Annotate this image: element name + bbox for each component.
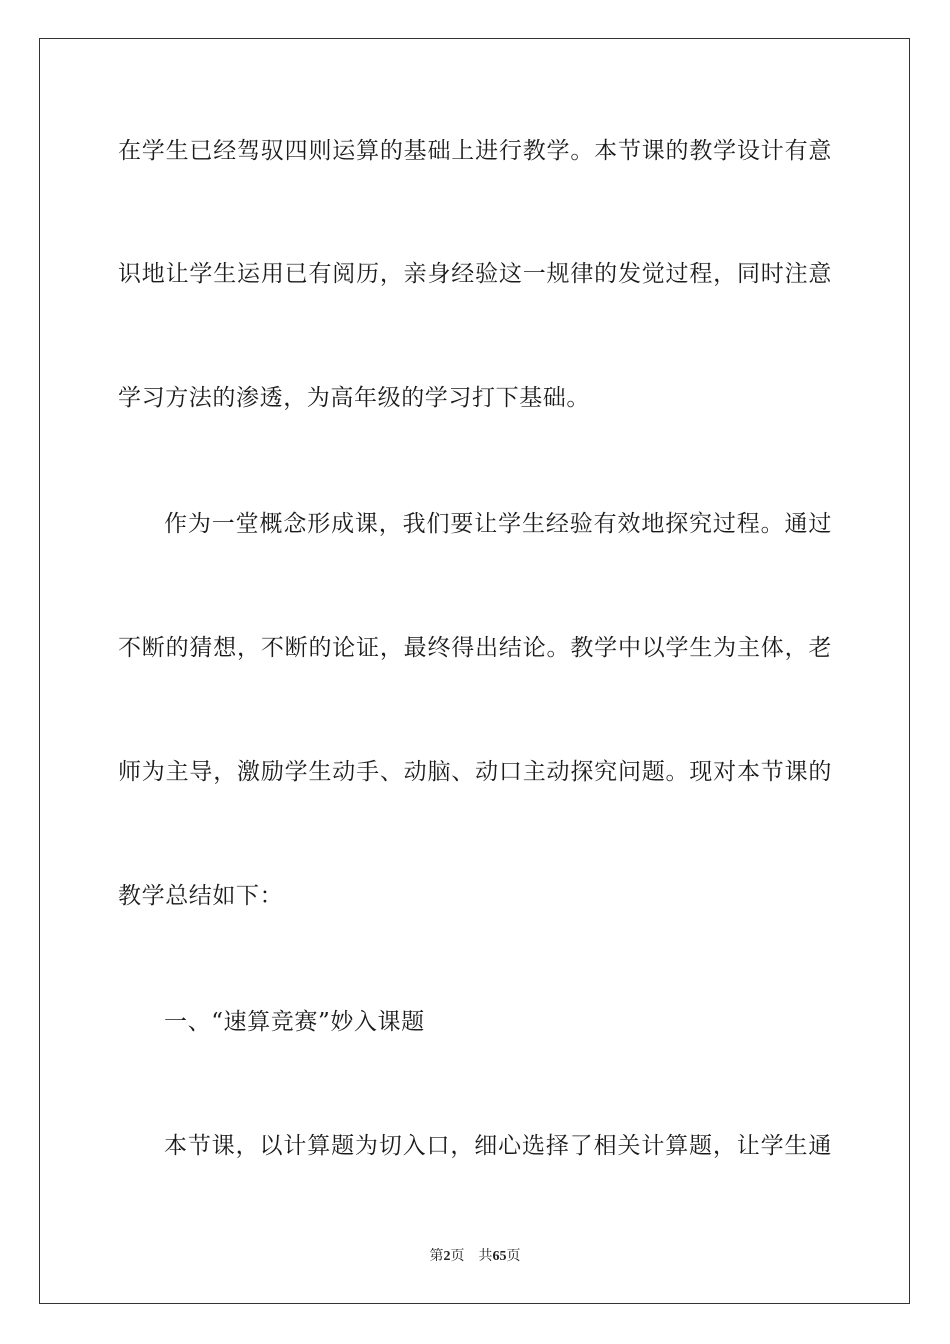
paragraph-line: 不断的猜想，不断的论证，最终得出结论。教学中以学生为主体，老 [118,635,832,661]
paragraph-line: 本节课，以计算题为切入口，细心选择了相关计算题，让学生通 [164,1133,832,1159]
page-footer [0,1247,950,1266]
page-border [39,38,910,1304]
paragraph-line: 师为主导，激励学生动手、动脑、动口主动探究问题。现对本节课的 [118,759,832,785]
page-suffix: 页 [450,1248,465,1264]
paragraph-line: 教学总结如下： [118,883,284,909]
page-number: 2 [443,1249,451,1264]
page-prefix: 第 [429,1248,444,1264]
total-pages: 65 [492,1249,507,1264]
paragraph-line: 在学生已经驾驭四则运算的基础上进行教学。本节课的教学设计有意 [118,138,832,164]
total-suffix: 页 [506,1248,521,1264]
paragraph-line: 识地让学生运用已有阅历，亲身经验这一规律的发觉过程，同时注意 [118,261,832,287]
paragraph-line: 作为一堂概念形成课，我们要让学生经验有效地探究过程。通过 [164,511,832,537]
paragraph-line: 学习方法的渗透，为高年级的学习打下基础。 [118,385,590,411]
section-heading: 一、“速算竞赛”妙入课题 [164,1009,425,1035]
total-prefix: 共 [478,1248,493,1264]
